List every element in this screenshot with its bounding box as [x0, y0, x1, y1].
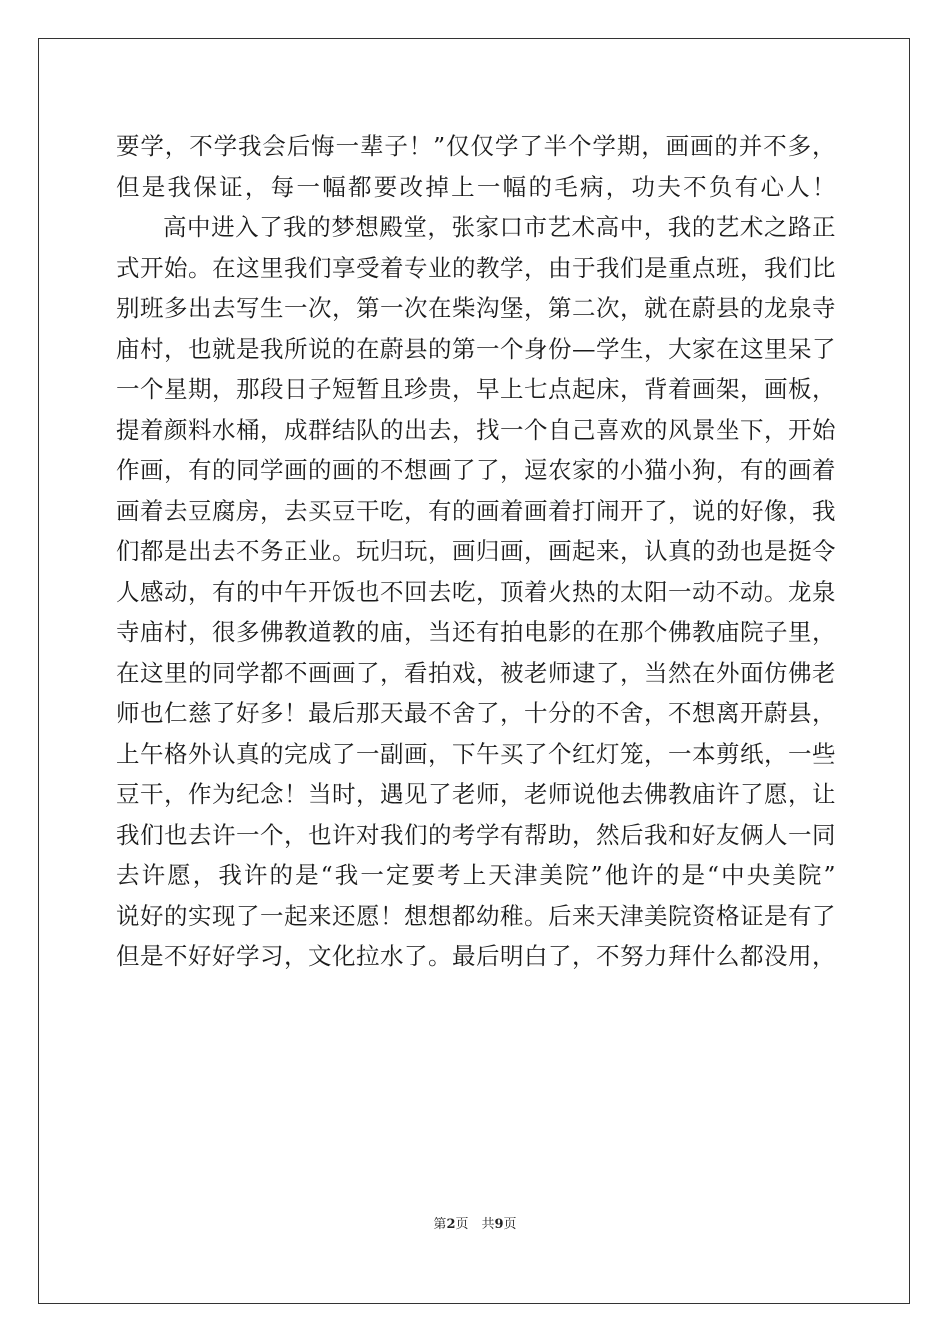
text-line: 说好的实现了一起来还愿！想想都幼稚。后来天津美院资格证是有了	[116, 901, 836, 930]
text-line: 但是我保证，每一幅都要改掉上一幅的毛病，功夫不负有心人！	[116, 172, 836, 201]
text-line: 要学，不学我会后悔一辈子！”仅仅学了半个学期，画画的并不多，	[116, 132, 836, 160]
text-line: 庙村，也就是我所说的在蔚县的第一个身份—学生，大家在这里呆了	[116, 334, 836, 363]
text-line: 但是不好好学习，文化拉水了。最后明白了，不努力拜什么都没用，	[116, 942, 836, 970]
text-line: 提着颜料水桶，成群结队的出去，找一个自己喜欢的风景坐下，开始	[116, 415, 836, 444]
text-line: 画着去豆腐房，去买豆干吃，有的画着画着打闹开了，说的好像，我	[116, 496, 836, 525]
body-text	[116, 126, 836, 977]
text-line: 豆干，作为纪念！当时，遇见了老师，老师说他去佛教庙许了愿，让	[116, 780, 836, 808]
page-footer	[0, 1216, 950, 1234]
footer-page-number: 2	[446, 1217, 456, 1232]
footer-page-prefix: 第	[433, 1217, 447, 1232]
footer-page-mid: 页 共	[455, 1217, 495, 1232]
text-line: 师也仁慈了好多！最后那天最不舍了，十分的不舍，不想离开蔚县，	[116, 699, 836, 727]
text-line: 我们也去许一个，也许对我们的考学有帮助，然后我和好友俩人一同	[116, 820, 836, 849]
text-line: 们都是出去不务正业。玩归玩，画归画，画起来，认真的劲也是挺令	[116, 537, 836, 565]
text-line: 一个星期，那段日子短暂且珍贵，早上七点起床，背着画架，画板，	[116, 375, 836, 403]
text-line: 别班多出去写生一次，第一次在柴沟堡，第二次，就在蔚县的龙泉寺	[116, 294, 836, 322]
text-line: 在这里的同学都不画画了，看拍戏，被老师逮了，当然在外面仿佛老	[116, 658, 836, 687]
footer-page-suffix: 页	[503, 1217, 517, 1232]
text-line: 寺庙村，很多佛教道教的庙，当还有拍电影的在那个佛教庙院子里，	[116, 618, 836, 646]
text-line: 上午格外认真的完成了一副画，下午买了个红灯笼，一本剪纸，一些	[116, 739, 836, 768]
text-line: 式开始。在这里我们享受着专业的教学，由于我们是重点班，我们比	[116, 253, 836, 282]
text-line-paragraph-start: 高中进入了我的梦想殿堂，张家口市艺术高中，我的艺术之路正	[163, 213, 836, 241]
text-line: 去许愿，我许的是“我一定要考上天津美院”他许的是“中央美院”	[116, 861, 836, 889]
text-line: 作画，有的同学画的画的不想画了了，逗农家的小猫小狗，有的画着	[116, 456, 836, 484]
footer-total-pages: 9	[494, 1217, 504, 1232]
text-line: 人感动，有的中午开饭也不回去吃，顶着火热的太阳一动不动。龙泉	[116, 577, 836, 606]
